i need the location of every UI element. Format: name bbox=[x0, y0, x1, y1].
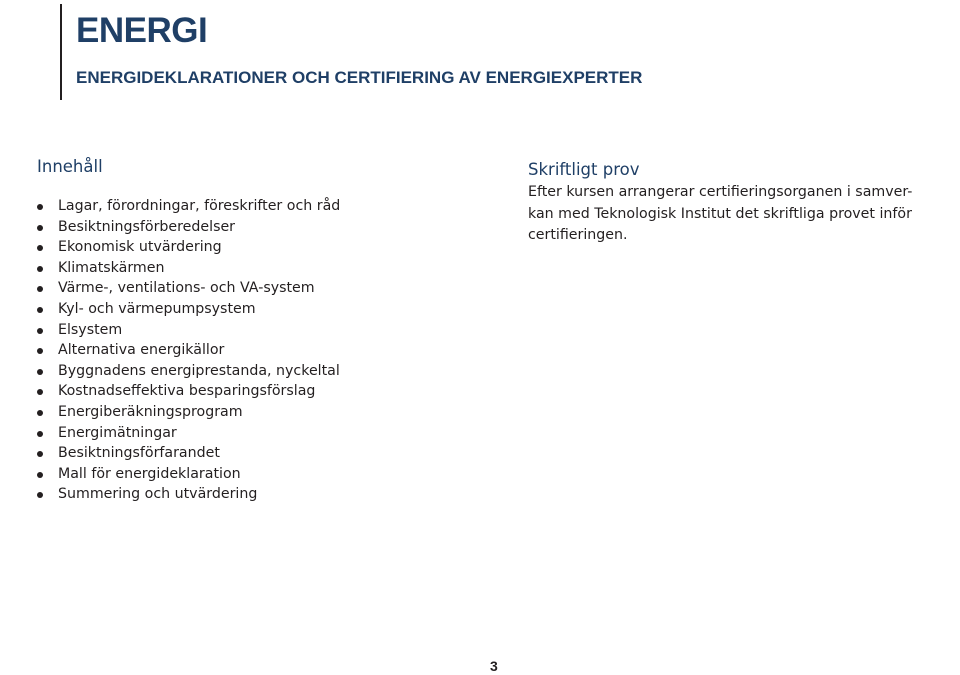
paragraph-line: kan med Teknologisk Institut det skriftliga provet inför bbox=[528, 205, 912, 222]
list-item bbox=[37, 402, 340, 423]
bullet-icon bbox=[37, 245, 43, 251]
list-item-label: Besiktningsförberedelser bbox=[58, 218, 236, 235]
page-number: 3 bbox=[490, 658, 498, 674]
list-item-label: Besiktningsförfarandet bbox=[58, 445, 220, 462]
list-item bbox=[37, 484, 340, 505]
list-item-label: Energiberäkningsprogram bbox=[58, 403, 243, 420]
list-item bbox=[37, 278, 340, 299]
page-title: ENERGI bbox=[76, 11, 208, 50]
bullet-icon bbox=[37, 431, 43, 437]
list-item bbox=[37, 196, 340, 217]
bullet-icon bbox=[37, 451, 43, 457]
list-item-label: Ekonomisk utvärdering bbox=[58, 239, 222, 256]
bullet-icon bbox=[37, 369, 43, 375]
list-item bbox=[37, 320, 340, 341]
bullet-icon bbox=[37, 389, 43, 395]
list-item-label: Byggnadens energiprestanda, nyckeltal bbox=[58, 362, 340, 379]
bullet-icon bbox=[37, 492, 43, 498]
contents-list bbox=[37, 196, 340, 505]
bullet-icon bbox=[37, 307, 43, 313]
contents-heading: Innehåll bbox=[37, 157, 103, 176]
list-item-label: Lagar, förordningar, föreskrifter och råd bbox=[58, 198, 341, 214]
bullet-icon bbox=[37, 328, 43, 334]
list-item-label: Klimatskärmen bbox=[58, 259, 165, 276]
list-item bbox=[37, 237, 340, 258]
list-item bbox=[37, 423, 340, 444]
list-item bbox=[37, 464, 340, 485]
bullet-icon bbox=[37, 348, 43, 354]
list-item-label: Kostnadseffektiva besparingsförslag bbox=[58, 383, 316, 400]
bullet-icon bbox=[37, 472, 43, 478]
list-item bbox=[37, 299, 340, 320]
paragraph-line: Efter kursen arrangerar certifieringsorganen i samver- bbox=[528, 184, 913, 200]
list-item bbox=[37, 217, 340, 238]
list-item bbox=[37, 361, 340, 382]
list-item bbox=[37, 340, 340, 361]
list-item bbox=[37, 381, 340, 402]
page-subtitle: ENERGIDEKLARATIONER OCH CERTIFIERING AV ENERGIEXPERTER bbox=[76, 68, 643, 87]
paragraph-line: certifieringen. bbox=[528, 227, 628, 243]
bullet-icon bbox=[37, 204, 43, 210]
bullet-icon bbox=[37, 286, 43, 292]
bullet-icon bbox=[37, 410, 43, 416]
list-item-label: Energimätningar bbox=[58, 424, 177, 441]
list-item bbox=[37, 258, 340, 279]
bullet-icon bbox=[37, 225, 43, 231]
list-item-label: Mall för energideklaration bbox=[58, 465, 241, 482]
bullet-icon bbox=[37, 266, 43, 272]
written-exam-heading: Skriftligt prov bbox=[528, 160, 640, 179]
list-item-label: Värme-, ventilations- och VA-system bbox=[58, 280, 315, 297]
list-item-label: Kyl- och värmepumpsystem bbox=[58, 300, 256, 317]
list-item-label: Summering och utvärdering bbox=[58, 486, 258, 503]
list-item-label: Elsystem bbox=[58, 321, 123, 338]
list-item bbox=[37, 443, 340, 464]
header-vertical-rule bbox=[60, 4, 62, 100]
list-item-label: Alternativa energikällor bbox=[58, 342, 225, 359]
written-exam-paragraph bbox=[528, 182, 960, 247]
